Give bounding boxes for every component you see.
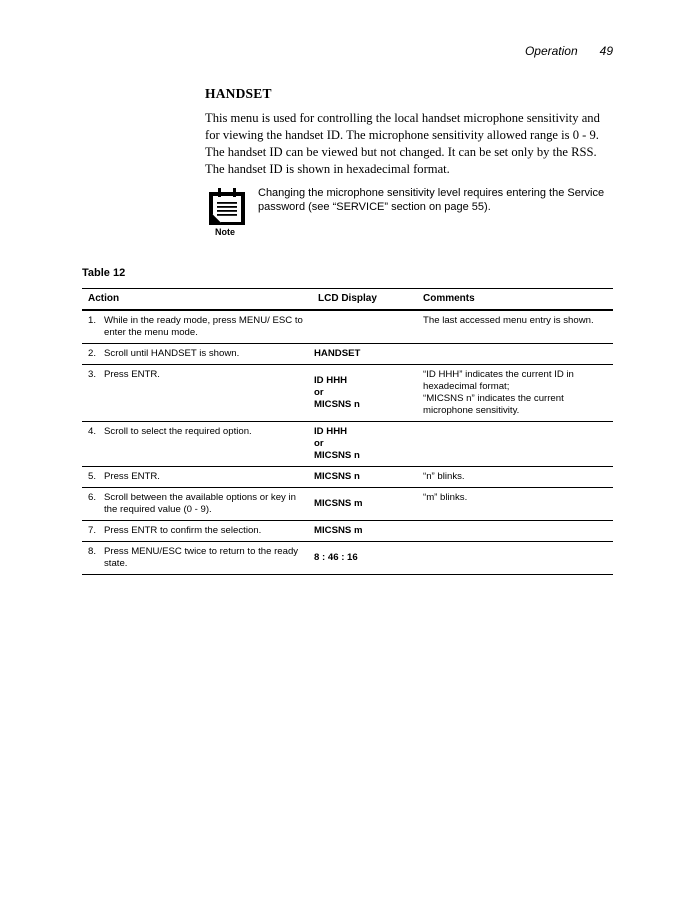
table-row — [82, 488, 613, 521]
comment-cell — [417, 542, 613, 575]
lcd-line: MICSNS n — [314, 471, 360, 482]
step-number: 1. — [88, 315, 97, 326]
table-row — [82, 467, 613, 488]
comment-cell: The last accessed menu entry is shown. — [417, 310, 613, 344]
table-row — [82, 365, 613, 422]
action-cell — [82, 310, 312, 344]
comment-cell — [417, 344, 613, 365]
action-cell — [82, 467, 312, 488]
action-cell — [82, 488, 312, 521]
lcd-line: MICSNS m — [314, 498, 363, 509]
step-number: 4. — [88, 426, 97, 437]
comment-cell: “ID HHH” indicates the current ID in hexadecimal format; “MICSNS n” indicates the current microphone sensitivity. — [417, 365, 613, 422]
comment-cell: “n” blinks. — [417, 467, 613, 488]
lcd-cell — [312, 422, 417, 467]
step-number: 3. — [88, 369, 97, 380]
lcd-line: HANDSET — [314, 348, 361, 359]
lcd-cell — [312, 488, 417, 521]
table-row — [82, 542, 613, 575]
section-body: This menu is used for controlling the local handset microphone sensitivity and for viewing the handset ID. The microphone sensitivity allowed range is 0 - 9. The handset ID can be viewed but not changed. It can be set only by the RSS. The handset ID is shown in hexadecimal format. — [205, 111, 600, 176]
action-text: Scroll between the available options or key in the required value (0 - 9). — [104, 492, 296, 515]
action-cell — [82, 344, 312, 365]
table-row — [82, 310, 613, 344]
lcd-cell — [312, 542, 417, 575]
comment-cell: “m” blinks. — [417, 488, 613, 521]
header-section: Operation — [524, 44, 578, 58]
header-action: Action — [82, 289, 312, 311]
lcd-line: MICSNS n — [314, 399, 360, 410]
action-cell — [82, 542, 312, 575]
step-number: 8. — [88, 546, 97, 557]
action-text: Press MENU/ESC twice to return to the ready state. — [104, 546, 299, 569]
lcd-line: MICSNS n — [314, 450, 360, 461]
lcd-cell — [312, 467, 417, 488]
action-cell — [82, 365, 312, 422]
action-text: Press ENTR to confirm the selection. — [104, 525, 262, 536]
action-cell — [82, 422, 312, 467]
lcd-line: 8 : 46 : 16 — [314, 552, 358, 563]
action-text: Scroll until HANDSET is shown. — [104, 348, 240, 359]
action-text: Press ENTR. — [104, 471, 160, 482]
lcd-line: or — [314, 387, 324, 398]
action-text: While in the ready mode, press MENU/ ESC to enter the menu mode. — [104, 315, 303, 338]
table-header-row — [82, 289, 613, 311]
lcd-cell — [312, 310, 417, 344]
step-number: 7. — [88, 525, 97, 536]
note-text: Changing the microphone sensitivity level requires entering the Service password (see “SERVICE” section on page 55). — [258, 187, 605, 213]
lcd-line: ID HHH — [314, 375, 348, 386]
lcd-line: ID HHH — [314, 426, 348, 437]
page-number: 49 — [599, 44, 613, 58]
step-number: 5. — [88, 471, 97, 482]
lcd-cell — [312, 344, 417, 365]
table-caption: Table 12 — [82, 267, 126, 279]
lcd-line: or — [314, 438, 324, 449]
operations-table — [82, 288, 613, 575]
lcd-cell — [312, 365, 417, 422]
lcd-line: MICSNS m — [314, 525, 363, 536]
action-text: Press ENTR. — [104, 369, 160, 380]
note-label: Note — [215, 227, 235, 237]
comment-cell — [417, 521, 613, 542]
table-row — [82, 521, 613, 542]
header-comments: Comments — [417, 289, 613, 311]
section-title: HANDSET — [205, 86, 272, 101]
action-cell — [82, 521, 312, 542]
header-lcd-display: LCD Display — [312, 289, 417, 311]
page-header — [525, 44, 613, 58]
lcd-cell — [312, 521, 417, 542]
table-row — [82, 422, 613, 467]
table-row — [82, 344, 613, 365]
step-number: 2. — [88, 348, 97, 359]
action-text: Scroll to select the required option. — [104, 426, 252, 437]
step-number: 6. — [88, 492, 97, 503]
comment-cell — [417, 422, 613, 467]
